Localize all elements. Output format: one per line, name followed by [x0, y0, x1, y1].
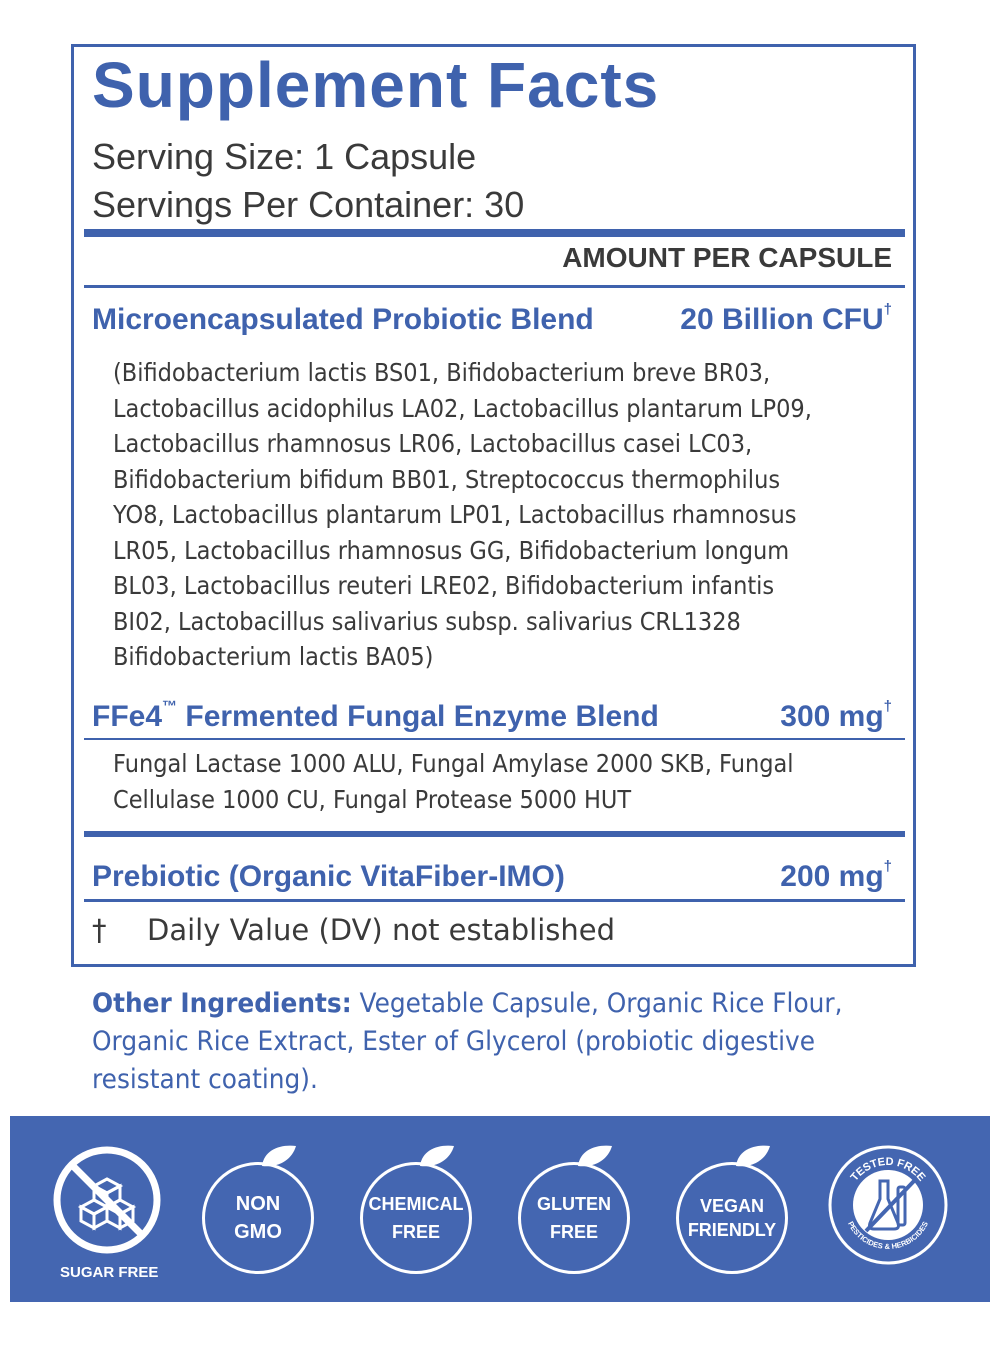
divider — [84, 285, 905, 288]
divider — [84, 899, 905, 902]
ingredient-amount: 20 Billion CFU† — [680, 301, 892, 336]
other-ingredients: Other Ingredients: Vegetable Capsule, Organic Rice Flour, Organic Rice Extract, Ester of Glycerol (probiotic digestive resistant coating). — [92, 988, 843, 1095]
panel-title: Supplement Facts — [92, 49, 660, 121]
sugar-free-badge — [52, 1145, 162, 1255]
leaf-icon — [574, 1142, 614, 1170]
leaf-icon — [416, 1142, 456, 1170]
ingredient-amount: 200 mg† — [780, 858, 892, 893]
divider — [84, 738, 905, 740]
ingredient-details: (Bifidobacterium lactis BS01, Bifidobacterium breve BR03, Lactobacillus acidophilus LA02, Lactobacillus plantarum LP09, Lactobacillus rhamnosus LR06, Lactobacillus casei LC03, Bifidobacterium bifidum BB01, Streptococcus thermophilus YO8, Lactobacillus plantarum LP01, Lactobacillus rhamnosus LR05, Lactobacillus rhamnosus GG, Bifidobacterium longum BL03, Lactobacillus reuteri LRE02, Bifidobacterium infantis BI02, Lactobacillus salivarius subsp. salivarius CRL1328 Bifidobacterium lactis BA05) — [113, 358, 812, 671]
other-ingredients-label: Other Ingredients: — [92, 988, 352, 1019]
leaf-icon — [732, 1142, 772, 1170]
ingredient-name: Prebiotic (Organic VitaFiber-IMO) — [92, 860, 565, 893]
ingredient-amount: 300 mg† — [780, 698, 892, 733]
servings-per-container: Servings Per Container: 30 — [92, 184, 525, 225]
leaf-icon — [258, 1142, 298, 1170]
tested-free-badge — [826, 1143, 950, 1267]
chemical-free-badge: CHEMICAL FREE — [360, 1162, 472, 1274]
thick-divider — [84, 831, 905, 837]
daily-value-footnote: † Daily Value (DV) not established — [92, 913, 616, 947]
svg-text:PESTICIDES & HERBICIDES: PESTICIDES & HERBICIDES — [846, 1219, 930, 1252]
ingredient-name: Microencapsulated Probiotic Blend — [92, 303, 594, 336]
vegan-friendly-badge: VEGAN FRIENDLY — [676, 1162, 788, 1274]
amount-per-capsule-header: AMOUNT PER CAPSULE — [562, 242, 892, 273]
svg-text:TESTED FREE: TESTED FREE — [848, 1155, 928, 1184]
sugar-cube-icon — [52, 1145, 162, 1255]
ingredient-details: Fungal Lactase 1000 ALU, Fungal Amylase 2000 SKB, Fungal Cellulase 1000 CU, Fungal Protease 5000 HUT — [113, 749, 794, 814]
gluten-free-badge: GLUTEN FREE — [518, 1162, 630, 1274]
thick-divider — [84, 229, 905, 237]
non-gmo-badge: NON GMO — [202, 1162, 314, 1274]
serving-size: Serving Size: 1 Capsule — [92, 136, 477, 177]
ingredient-name: FFe4™ Fermented Fungal Enzyme Blend — [92, 698, 659, 733]
sugar-free-label: SUGAR FREE — [60, 1264, 159, 1281]
lab-flask-icon — [826, 1143, 950, 1267]
